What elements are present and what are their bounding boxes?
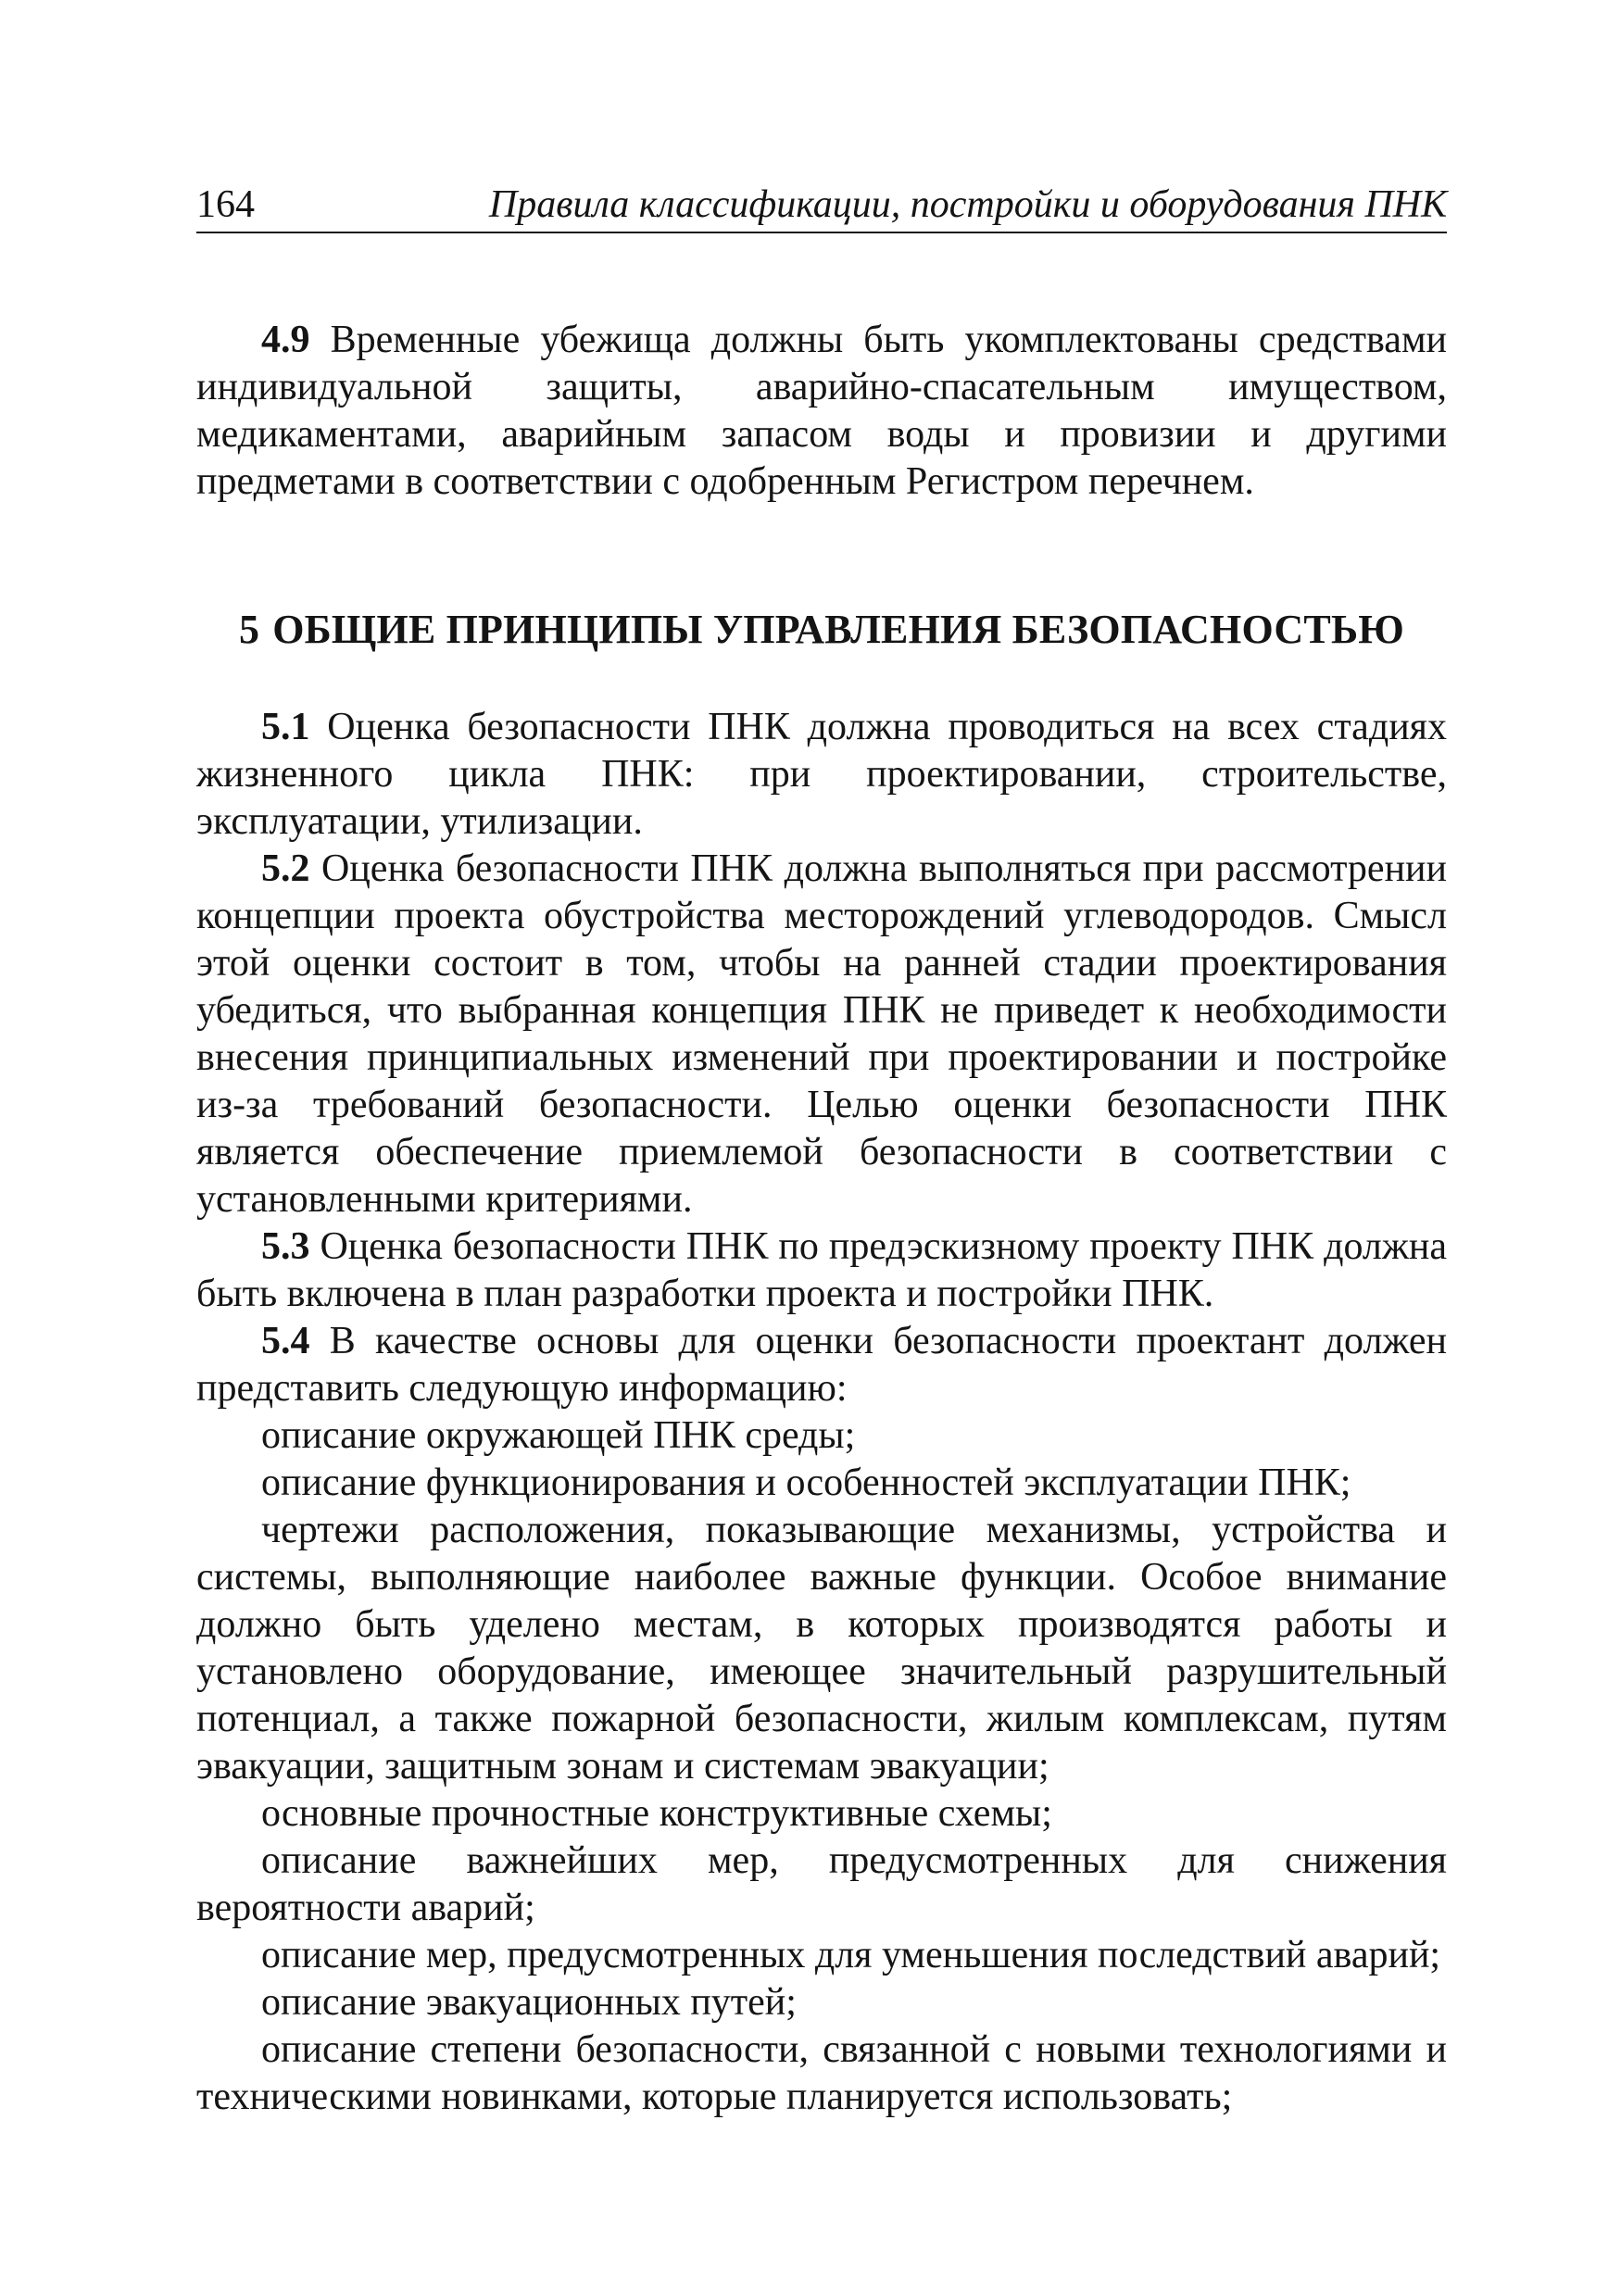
paragraph-number: 5.1 [261, 706, 310, 748]
paragraph-number: 4.9 [261, 319, 310, 361]
paragraph-number: 5.2 [261, 847, 310, 890]
section-title: ОБЩИЕ ПРИНЦИПЫ УПРАВЛЕНИЯ БЕЗОПАСНОСТЬЮ [272, 607, 1404, 652]
list-item: чертежи расположения, показывающие механизмы, устройства и системы, выполняющие наиболее важные функции. Особое внимание должно быть уделено местам, в которых производятся работы и установлено оборудование, имеющее значительный разрушительный потенциал, а также пожарной безопасности, жилым комплексам, путям эвакуации, защитным зонам и системам эвакуации; [196, 1509, 1447, 1788]
list-item: описание степени безопасности, связанной с новыми технологиями и техническими новинками, которые планируется использовать; [196, 2028, 1447, 2118]
paragraph-text: Временные убежища должны быть укомплектованы средствами индивидуальной защиты, аварийно-спасательным имуществом, медикаментами, аварийным запасом воды и провизии и другими предметами в соответствии с одобренным Регистром перечнем. [196, 319, 1447, 503]
paragraph-text: Оценка безопасности ПНК должна выполняться при рассмотрении концепции проекта обустройства месторождений углеводородов. Смысл этой оценки состоит в том, чтобы на ранней стадии проектирования убедиться, что выбранная концепция ПНК не приведет к необходимости внесения принципиальных изменений при проектировании и постройке из-за требований безопасности. Целью оценки безопасности ПНК является обеспечение приемлемой безопасности в соответствии с установленными критериями. [196, 847, 1448, 1221]
list-item: основные прочностные конструктивные схемы; [261, 1792, 1052, 1835]
running-title: Правила классификации, постройки и оборудования ПНК [488, 183, 1447, 226]
paragraph-5-1 [196, 704, 1447, 846]
paragraph-5-4 [196, 1318, 1447, 1412]
list-item: описание эвакуационных путей; [261, 1981, 797, 2024]
document-body [196, 317, 1447, 2121]
page-header [196, 174, 1447, 233]
paragraph-text: Оценка безопасности ПНК по предэскизному проекту ПНК должна быть включена в план разработки проекта и постройки ПНК. [196, 1225, 1447, 1315]
paragraph-text: Оценка безопасности ПНК должна проводиться на всех стадиях жизненного цикла ПНК: при проектировании, строительстве, эксплуатации, утилизации. [196, 706, 1447, 843]
list-item: описание окружающей ПНК среды; [261, 1414, 856, 1457]
page-number: 164 [196, 183, 255, 226]
paragraph-number: 5.3 [261, 1225, 310, 1268]
list-item: описание важнейших мер, предусмотренных для снижения вероятности аварий; [196, 1839, 1447, 1929]
section-heading [196, 606, 1447, 654]
section-number: 5 [239, 607, 260, 652]
paragraph-text: В качестве основы для оценки безопасности проектант должен представить следующую информацию: [196, 1320, 1447, 1410]
paragraph-4-9 [196, 317, 1447, 506]
paragraph-5-3 [196, 1223, 1447, 1318]
list-item: описание функционирования и особенностей эксплуатации ПНК; [261, 1462, 1351, 1504]
list-item: описание мер, предусмотренных для уменьшения последствий аварий; [261, 1934, 1441, 1976]
paragraph-number: 5.4 [261, 1320, 310, 1362]
paragraph-5-2 [196, 846, 1447, 1223]
